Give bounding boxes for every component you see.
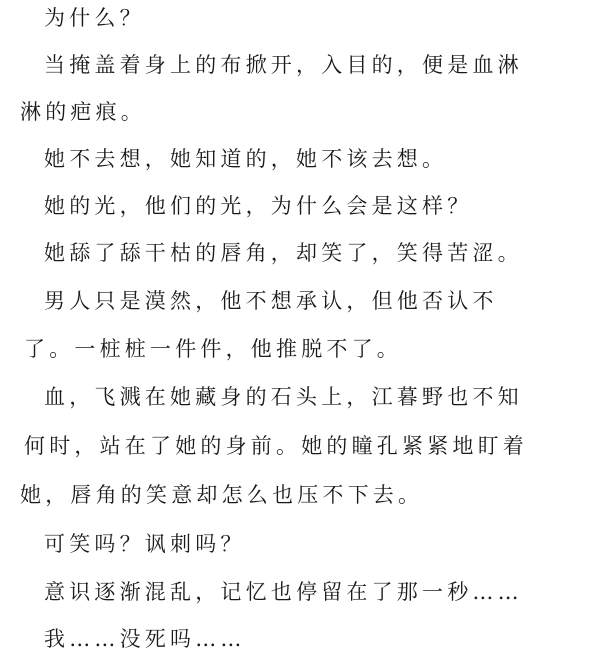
text-line-8: 了。一桩桩一件件，他推脱不了。 xyxy=(24,337,402,361)
text-line-5: 她的光，他们的光，为什么会是这样？ xyxy=(44,194,473,218)
text-line-6: 她舔了舔干枯的唇角，却笑了，笑得苦涩。 xyxy=(44,241,523,265)
text-line-1: 为什么？ xyxy=(44,6,145,30)
text-line-7: 男人只是漠然，他不想承认，但他否认不 xyxy=(44,289,498,313)
text-line-13: 意识逐渐混乱，记忆也停留在了那一秒…… xyxy=(44,580,523,604)
text-line-10: 何时，站在了她的身前。她的瞳孔紧紧地盯着 xyxy=(24,434,528,458)
text-line-14: 我……没死吗…… xyxy=(44,627,246,651)
text-line-4: 她不去想，她知道的，她不该去想。 xyxy=(44,147,448,171)
text-line-12: 可笑吗？讽刺吗？ xyxy=(44,532,246,556)
text-line-2: 当掩盖着身上的布掀开，入目的，便是血淋 xyxy=(44,53,523,77)
text-line-9: 血，飞溅在她藏身的石头上，江暮野也不知 xyxy=(44,385,523,409)
text-line-11: 她，唇角的笑意却怎么也压不下去。 xyxy=(20,483,424,507)
text-line-3: 淋的疤痕。 xyxy=(20,100,146,124)
